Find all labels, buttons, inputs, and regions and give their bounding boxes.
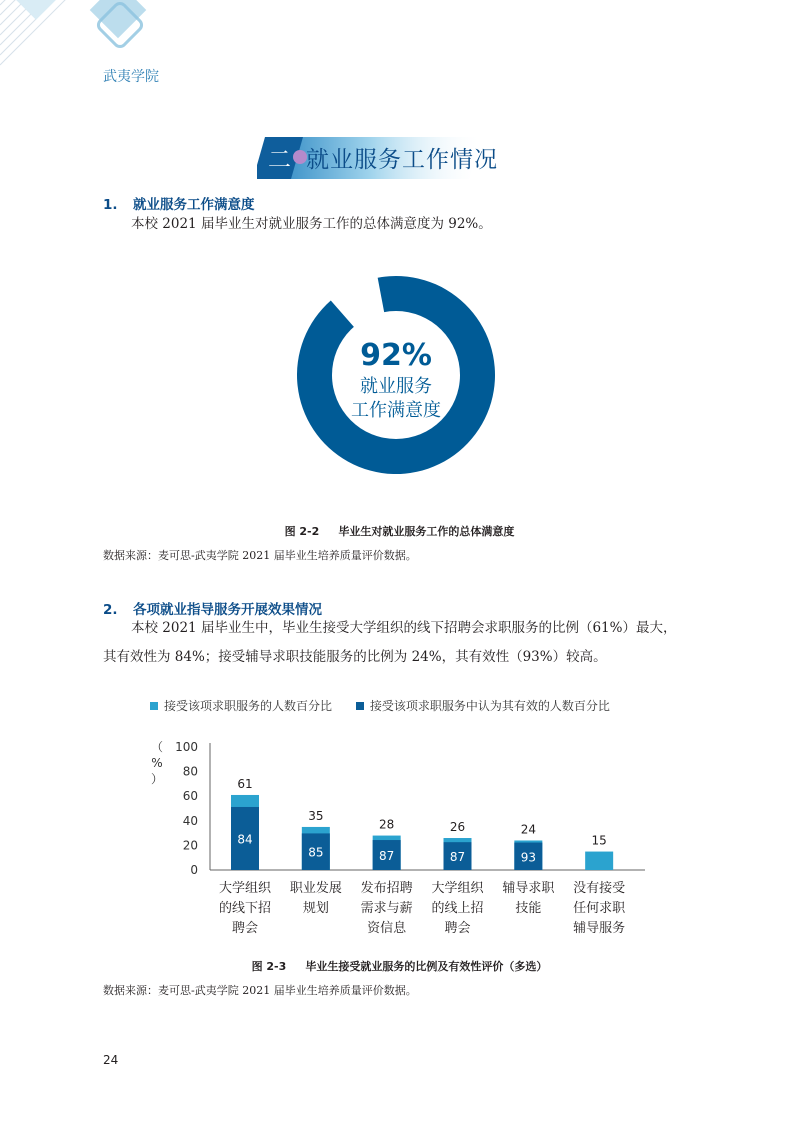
figure-2-3-source: 数据来源：麦可思-武夷学院 2021 届毕业生培养质量评价数据。 [103, 984, 417, 997]
y-axis-label-char: ） [150, 772, 164, 786]
legend-item-effective [356, 697, 610, 714]
x-category-label: 辅导服务 [573, 921, 626, 935]
data-label-received: 15 [591, 833, 607, 848]
x-category-label: 辅导求职 [502, 881, 555, 896]
section-number: 二 [268, 147, 291, 173]
x-category-label: 的线下招 [218, 901, 272, 916]
figure-2-2-source: 数据来源：麦可思-武夷学院 2021 届毕业生培养质量评价数据。 [103, 549, 417, 562]
legend-item-received [150, 697, 332, 714]
data-label-effective: 85 [308, 845, 324, 860]
y-axis-label-char: % [151, 756, 163, 770]
x-category-label: 聘会 [444, 921, 471, 935]
bar-chart-legend [150, 697, 630, 714]
y-tick-label: 40 [182, 813, 198, 828]
data-label-received: 28 [379, 817, 395, 832]
legend-swatch-received [150, 702, 158, 710]
figure-2-2-caption [0, 523, 799, 539]
service-effectiveness-bar-chart [145, 735, 655, 935]
subsection-2-text-line1: 本校 2021 届毕业生中，毕业生接受大学组织的线下招聘会求职服务的比例（61%）最大， [131, 620, 677, 636]
data-label-received: 35 [308, 808, 324, 823]
x-category-label: 技能 [515, 901, 542, 916]
data-label-received: 61 [237, 776, 253, 791]
data-label-effective: 87 [449, 850, 466, 865]
data-label-received: 26 [449, 820, 466, 835]
donut-center-label-2: 工作满意度 [351, 400, 441, 421]
x-category-label: 规划 [302, 901, 329, 916]
y-tick-label: 100 [175, 740, 198, 754]
x-category-label: 聘会 [231, 921, 259, 935]
subsection-2-title: 各项就业指导服务开展效果情况 [133, 602, 322, 618]
x-category-label: 资信息 [367, 921, 407, 935]
x-category-label: 大学组织 [431, 881, 484, 896]
y-tick-label: 80 [182, 764, 198, 779]
header-decoration [0, 0, 200, 80]
y-tick-label: 60 [182, 789, 198, 804]
legend-label-effective: 接受该项求职服务中认为其有效的人数百分比 [369, 699, 610, 713]
subsection-1-number: 1. [103, 197, 118, 213]
donut-center-value: 92% [360, 338, 432, 373]
subsection-2-number: 2. [103, 602, 118, 618]
x-category-label: 没有接受 [573, 881, 626, 896]
figure-2-3-number: 图 2-3 [251, 960, 287, 973]
title-bullet-icon [293, 150, 307, 164]
x-category-label: 职业发展 [289, 881, 342, 896]
page-number: 24 [103, 1053, 119, 1067]
x-category-label: 需求与薪 [360, 901, 413, 916]
x-category-label: 大学组织 [218, 881, 272, 896]
subsection-1-title: 就业服务工作满意度 [133, 197, 255, 213]
subsection-2-text-line2: 其有效性为 84%；接受辅导求职技能服务的比例为 24%，其有效性（93%）较高。 [103, 649, 607, 665]
legend-swatch-effective [356, 702, 364, 710]
legend-label-received: 接受该项求职服务的人数百分比 [164, 699, 333, 713]
figure-2-2-number: 图 2-2 [284, 525, 320, 538]
y-tick-label: 0 [190, 863, 198, 877]
y-axis-label-char: （ [150, 740, 164, 754]
section-title: 就业服务工作情况 [306, 147, 498, 173]
y-tick-label: 20 [182, 838, 198, 853]
figure-2-3-caption [0, 958, 799, 974]
figure-2-2-title: 毕业生对就业服务工作的总体满意度 [338, 525, 515, 538]
x-category-label: 发布招聘 [360, 881, 413, 896]
subsection-1-text: 本校 2021 届毕业生对就业服务工作的总体满意度为 92%。 [131, 216, 492, 232]
school-name: 武夷学院 [103, 69, 159, 85]
donut-center-label-1: 就业服务 [360, 376, 432, 397]
data-label-effective: 84 [237, 832, 253, 847]
x-category-label: 任何求职 [573, 901, 626, 916]
satisfaction-donut-chart [296, 275, 496, 475]
data-label-received: 24 [520, 822, 536, 837]
data-label-effective: 87 [379, 849, 395, 864]
x-category-label: 的线上招 [431, 901, 484, 916]
data-label-effective: 93 [520, 850, 536, 865]
figure-2-3-title: 毕业生接受就业服务的比例及有效性评价（多选） [305, 960, 548, 973]
bar-received [585, 852, 613, 870]
